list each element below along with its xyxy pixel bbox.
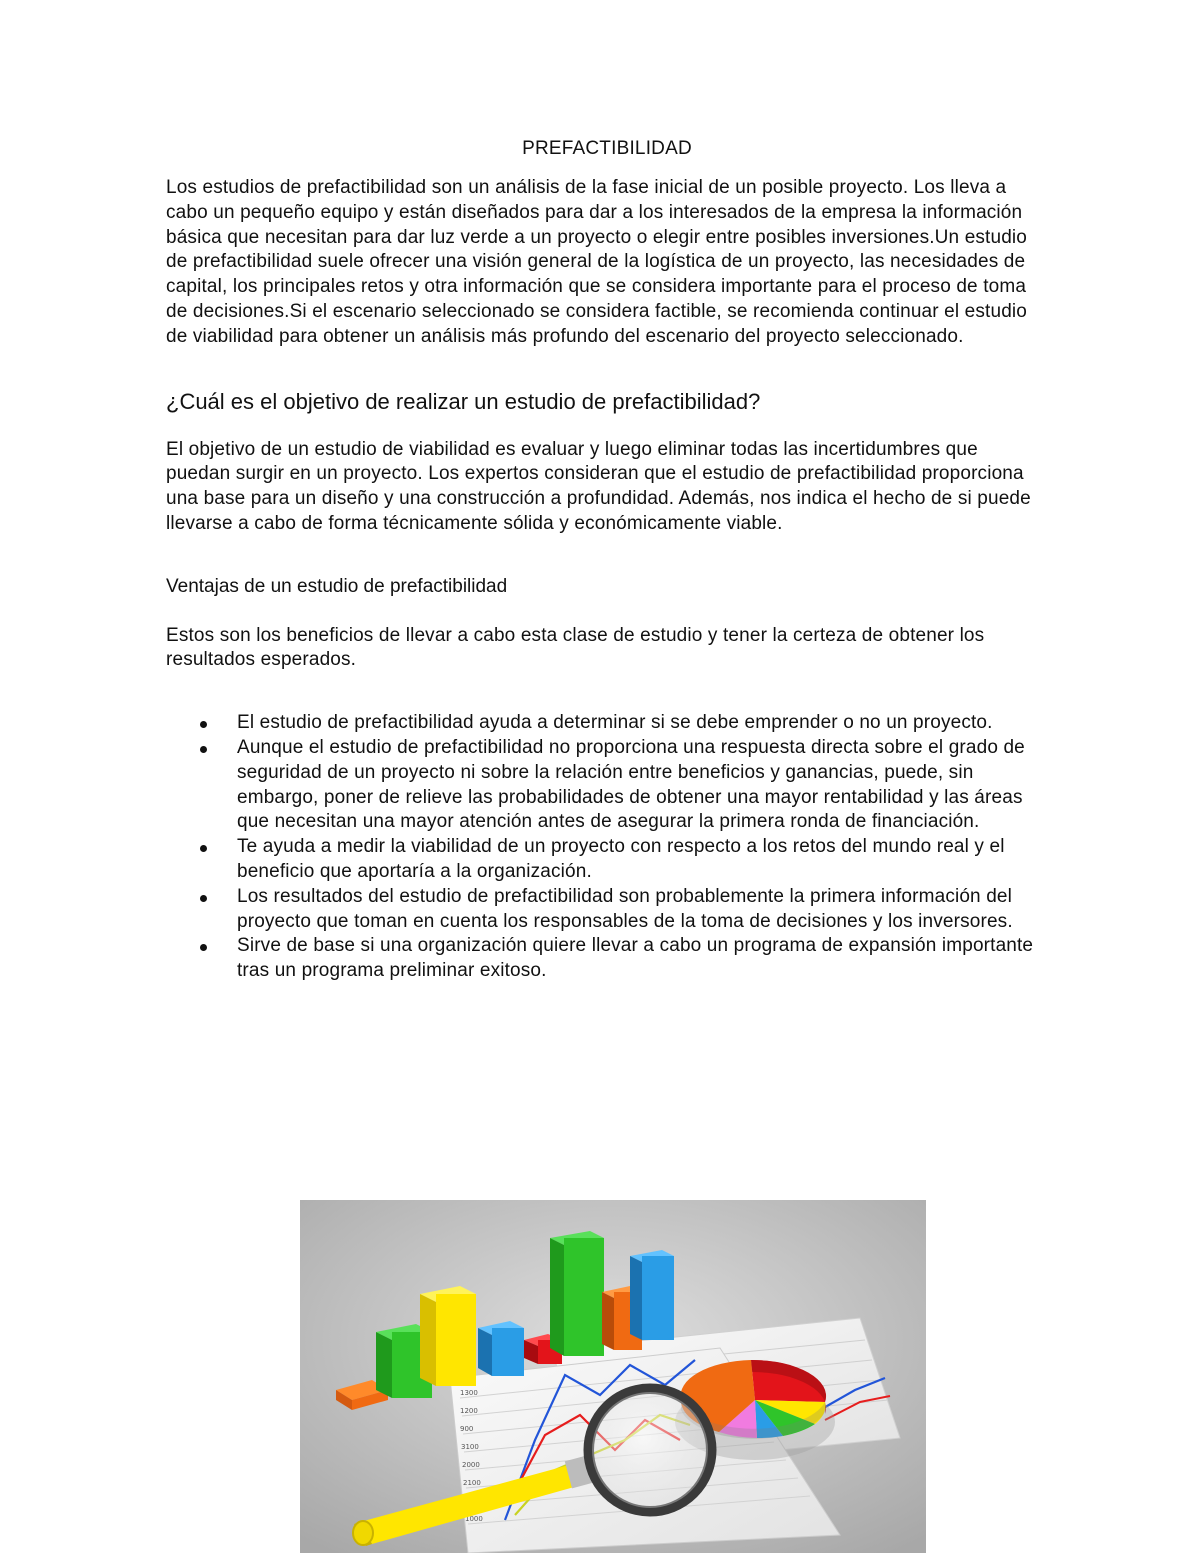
objective-paragraph: El objetivo de un estudio de viabilidad es evaluar y luego eliminar todas las incertidumbres que puedan surgir en un proyecto. Los expertos consideran que el estudio de prefactibilidad proporciona una base para un diseño y una construcción a profundidad. Además, nos indica el hecho de si puede llevarse a cabo de forma técnicamente sólida y económicamente viable. [166, 438, 1031, 534]
list-item-text: Aunque el estudio de prefactibilidad no proporciona una respuesta directa sobre el grado de seguridad de un proyecto ni sobre la relación entre beneficios y ganancias, puede, sin embargo, poner de relieve las probabilidades de obtener una mayor rentabilidad y las áreas que necesitan una mayor atención antes de asegurar la primera ronda de financiación. [237, 736, 1025, 833]
svg-text:1200: 1200 [460, 1407, 478, 1415]
list-item [166, 835, 1037, 885]
svg-text:900: 900 [460, 1425, 474, 1433]
advantages-paragraph: Estos son los beneficios de llevar a cabo esta clase de estudio y tener la certeza de obtener los resultados esperados. [166, 624, 985, 671]
list-item-text: El estudio de prefactibilidad ayuda a determinar si se debe emprender o no un proyecto. [237, 712, 993, 734]
list-item-text: Los resultados del estudio de prefactibilidad son probablemente la primera información del proyecto que toman en cuenta los responsables de la toma de decisiones y los inversores. [237, 885, 1013, 932]
business-charts-magnifier-illustration [300, 1200, 926, 1553]
list-item [166, 885, 1037, 935]
bullet-icon [200, 895, 207, 902]
list-item [166, 711, 1037, 736]
list-item-text: Te ayuda a medir la viabilidad de un proyecto con respecto a los retos del mundo real y el beneficio que aportaría a la organización. [237, 836, 1005, 882]
advantages-heading: Ventajas de un estudio de prefactibilidad [166, 575, 508, 597]
list-item-text: Sirve de base si una organización quiere llevar a cabo un programa de expansión importante tras un programa preliminar exitoso. [237, 935, 1034, 982]
svg-text:1000: 1000 [465, 1515, 483, 1523]
bullet-icon [200, 721, 207, 728]
benefits-list [166, 711, 1046, 984]
list-item [166, 934, 1037, 984]
document-title: PREFACTIBILIDAD [522, 138, 692, 159]
svg-text:3100: 3100 [461, 1443, 479, 1451]
svg-text:2100: 2100 [463, 1479, 481, 1487]
document-body [166, 138, 1046, 984]
svg-text:1300: 1300 [460, 1389, 478, 1397]
bullet-icon [200, 944, 207, 951]
objective-heading: ¿Cuál es el objetivo de realizar un estudio de prefactibilidad? [166, 388, 761, 414]
bullet-icon [200, 746, 207, 753]
svg-text:2000: 2000 [462, 1461, 480, 1469]
intro-paragraph: Los estudios de prefactibilidad son un análisis de la fase inicial de un posible proyecto. Los lleva a cabo un pequeño equipo y están diseñados para dar a los interesados de la empresa la información básica que necesitan para dar luz verde a un proyecto o elegir entre posibles inversiones.Un estudio de prefactibilidad suele ofrecer una visión general de la logística de un proyecto, las necesidades de capital, los principales retos y otra información que se considera importante para el proceso de toma de decisiones.Si el escenario seleccionado se considera factible, se recomienda continuar el estudio de viabilidad para obtener un análisis más profundo del escenario del proyecto seleccionado. [166, 177, 1028, 347]
bullet-icon [200, 845, 207, 852]
list-item [166, 736, 1037, 835]
